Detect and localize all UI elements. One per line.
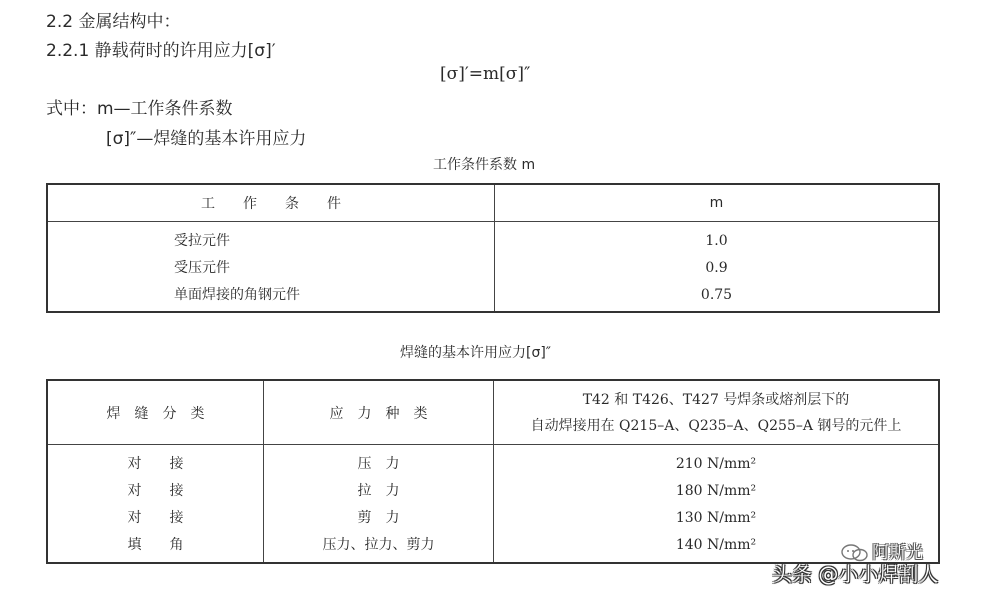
subsection-heading: 2.2.1 静载荷时的许用应力[σ]′ [46,41,276,61]
header-weld-type: 焊 缝 分 类 [47,380,264,445]
header-line-2: 自动焊接用在 Q215–A、Q235–A、Q255–A 钢号的元件上 [530,417,902,434]
table1-caption: 工作条件系数 m [433,157,536,173]
table-cell: 受拉元件 [174,233,230,249]
table-cell: 对 接 [127,456,184,472]
table-cell: 1.0 [705,233,728,249]
table-cell: 0.75 [700,287,733,303]
table-cell: 压力、拉力、剪力 [322,537,435,553]
where-line-m: 式中：m—工作条件系数 [46,99,233,119]
table-cell: 180 N/mm² [675,483,757,499]
table-cell: 剪 力 [357,510,400,526]
header-electrode-condition [494,380,940,445]
m-list [495,222,938,309]
table-cell: 对 接 [127,510,184,526]
table-cell: 130 N/mm² [675,510,757,526]
work-condition-table [46,183,940,313]
header-stress-type: 应 力 种 类 [264,380,494,445]
table-header-row [47,184,939,222]
table-cell: 单面焊接的角钢元件 [174,287,300,303]
header-m: m [495,184,940,222]
stress-list [264,445,493,559]
table-cell: 140 N/mm² [675,537,757,553]
table-header-row [47,380,939,445]
table-cell: 压 力 [357,456,400,472]
weld-allowable-stress-table [46,379,940,564]
table-body-row [47,222,939,313]
header-condition: 工 作 条 件 [47,184,495,222]
watermark-source: 头条 @小小焊割人 [772,562,939,586]
condition-list [48,222,494,309]
header-line-1: T42 和 T426、T427 号焊条或熔剂层下的 [582,391,850,408]
table-cell: 对 接 [127,483,184,499]
table2-caption: 焊缝的基本许用应力[σ]″ [400,345,552,361]
table-cell: 0.9 [705,260,728,276]
weld-list [48,445,263,559]
table-cell: 填 角 [127,537,184,553]
section-heading: 2.2 金属结构中： [46,12,181,32]
table-cell: 210 N/mm² [675,456,757,472]
table-cell: 受压元件 [174,260,230,276]
table-cell: 拉 力 [357,483,400,499]
table-body-row [47,445,939,564]
formula: [σ]′=m[σ]″ [440,64,531,84]
where-line-sigma: [σ]″—焊缝的基本许用应力 [106,129,307,149]
watermark-account: 阿斯光 [872,543,923,563]
